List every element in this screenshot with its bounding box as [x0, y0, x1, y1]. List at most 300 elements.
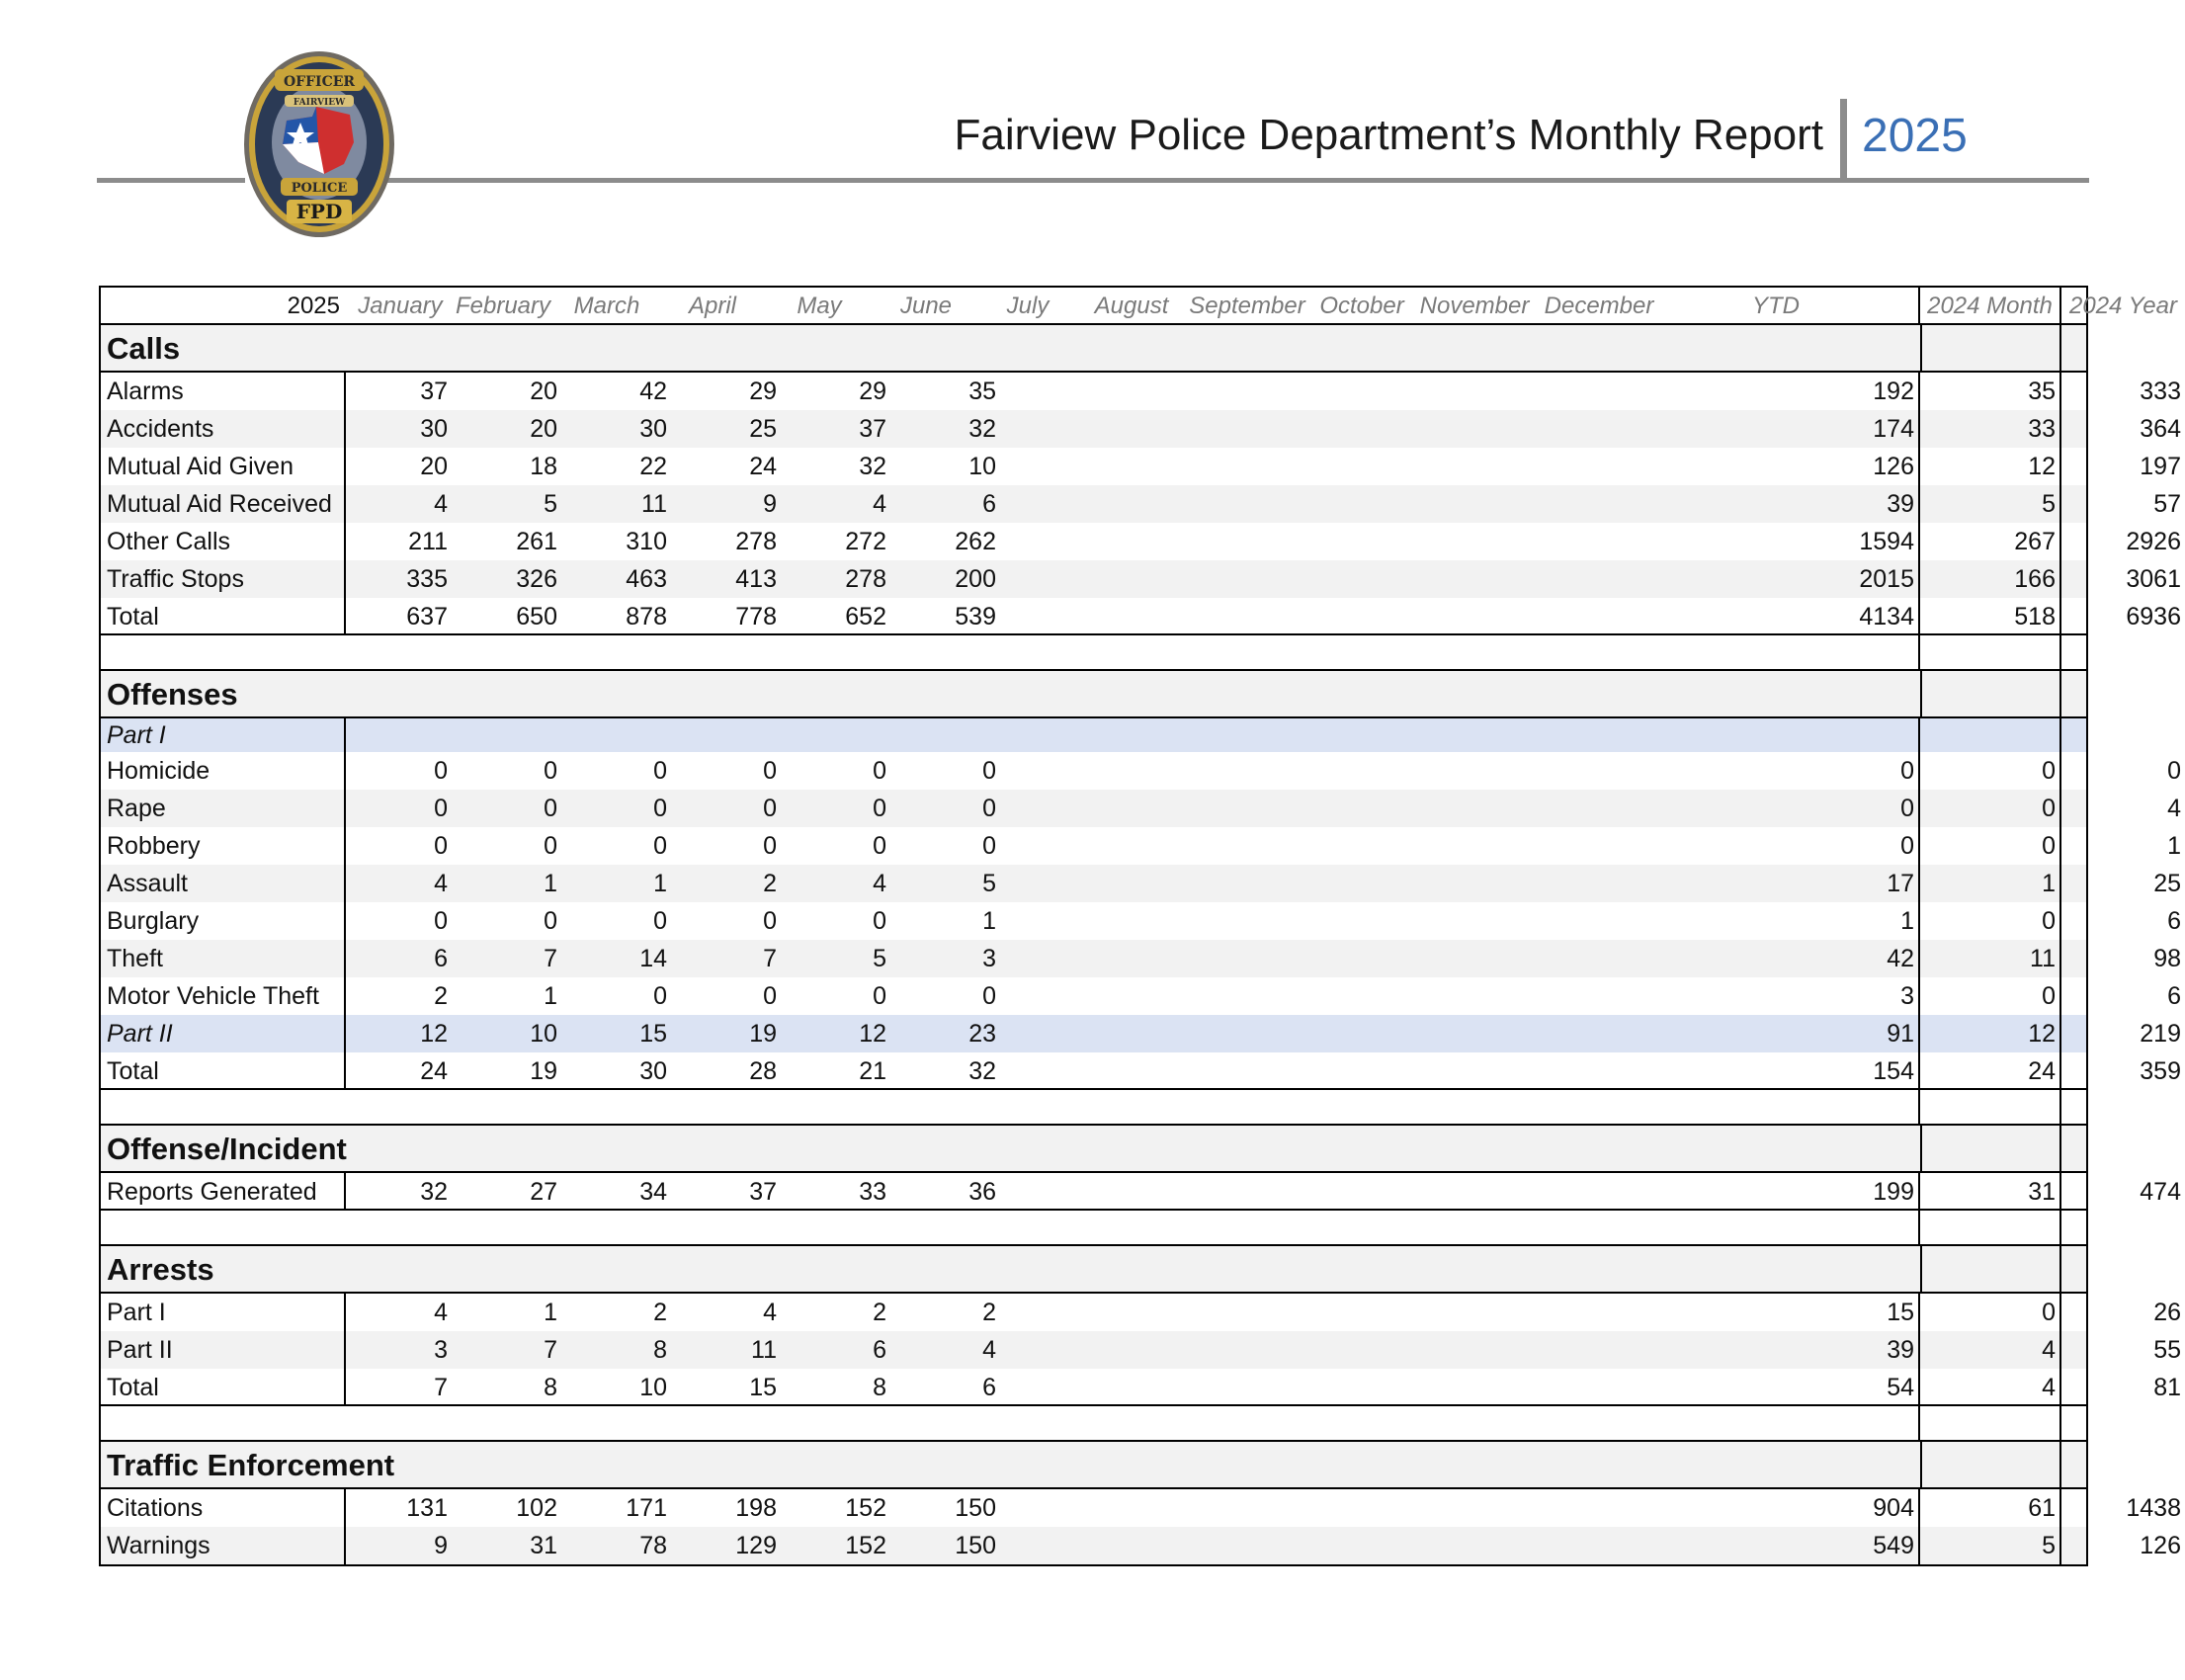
cell-month: 32	[968, 1057, 996, 1085]
cell-month: 9	[434, 1532, 448, 1559]
section-calls-heading	[101, 325, 2086, 373]
cell-month: 10	[639, 1374, 667, 1401]
cell-2024-month: 35	[1920, 373, 2061, 410]
cell-month: 1	[544, 1299, 557, 1326]
section-incident-heading	[101, 1126, 2086, 1173]
cell-month: 20	[420, 453, 448, 480]
cell-month: 463	[626, 565, 667, 593]
column-header-may: May	[797, 293, 842, 319]
cell-2024-month: 61	[1920, 1489, 2061, 1527]
cell-ytd: 0	[1662, 752, 1920, 790]
cell-month: 35	[968, 378, 996, 405]
row-label: Burglary	[101, 902, 346, 940]
cell-month: 42	[639, 378, 667, 405]
cell-month: 0	[653, 907, 667, 935]
cell-month: 7	[434, 1374, 448, 1401]
cell-month: 12	[859, 1020, 886, 1048]
cell-month: 30	[420, 415, 448, 443]
cell-month: 0	[873, 757, 886, 785]
cell-2024-month: 5	[1920, 485, 2061, 523]
cell-month: 23	[968, 1020, 996, 1048]
cell-month: 310	[626, 528, 667, 555]
cell-month: 2	[873, 1299, 886, 1326]
cell-month: 2	[653, 1299, 667, 1326]
cell-2024-month: 0	[1920, 902, 2061, 940]
cell-month: 150	[955, 1494, 996, 1522]
row-label: Part II	[101, 1015, 346, 1052]
row-label: Homicide	[101, 752, 346, 790]
cell-month: 9	[763, 490, 777, 518]
cell-ytd: 1594	[1662, 523, 1920, 560]
cell-month: 7	[544, 1336, 557, 1364]
cell-month: 0	[653, 982, 667, 1010]
row-label: Motor Vehicle Theft	[101, 977, 346, 1015]
fpd-badge-logo	[239, 47, 399, 245]
cell-month: 8	[653, 1336, 667, 1364]
cell-month: 5	[982, 870, 996, 897]
cell-ytd: 4134	[1662, 598, 1920, 633]
cell-2024-year: 1	[2167, 832, 2181, 860]
cell-month: 29	[749, 378, 777, 405]
cell-month: 0	[873, 982, 886, 1010]
cell-ytd: 0	[1662, 790, 1920, 827]
cell-month: 32	[968, 415, 996, 443]
data-row	[101, 448, 2181, 485]
cell-month: 0	[653, 757, 667, 785]
cell-2024-month: 0	[1920, 790, 2061, 827]
cell-month: 5	[873, 945, 886, 972]
cell-2024-year: 25	[2153, 870, 2181, 897]
section-ytd-cell	[1662, 1442, 1920, 1487]
data-row	[101, 790, 2181, 827]
cell-month: 0	[653, 832, 667, 860]
column-header-december: December	[1544, 293, 1654, 319]
cell-2024-year: 26	[2153, 1299, 2181, 1326]
cell-month: 33	[859, 1178, 886, 1206]
cell-month: 22	[639, 453, 667, 480]
cell-2024-year: 364	[2140, 415, 2181, 443]
cell-2024-month: 0	[1920, 1294, 2061, 1331]
cell-month: 21	[859, 1057, 886, 1085]
cell-month: 1	[544, 870, 557, 897]
spacer-divider	[1918, 635, 1920, 669]
cell-month: 11	[641, 490, 667, 518]
cell-month: 0	[544, 832, 557, 860]
cell-ytd: 39	[1662, 1331, 1920, 1369]
cell-month: 0	[982, 795, 996, 822]
section-2024-month-cell	[1920, 325, 2061, 371]
spacer-divider	[2059, 1211, 2061, 1244]
cell-month: 152	[845, 1532, 886, 1559]
row-label: Total	[101, 598, 346, 633]
data-row	[101, 1052, 2181, 1090]
cell-month: 539	[955, 603, 996, 630]
section-spacer	[101, 1090, 2086, 1126]
cell-ytd: 0	[1662, 827, 1920, 865]
cell-2024-year: 3061	[2126, 565, 2181, 593]
cell-2024-year: 57	[2153, 490, 2181, 518]
spacer-divider	[2059, 1090, 2061, 1124]
cell-2024-month: 33	[1920, 410, 2061, 448]
cell-2024-year: 2926	[2126, 528, 2181, 555]
cell-month: 36	[968, 1178, 996, 1206]
cell-month: 0	[434, 795, 448, 822]
cell-month: 878	[626, 603, 667, 630]
data-row	[101, 865, 2181, 902]
cell-month: 2	[434, 982, 448, 1010]
column-header-june: June	[899, 293, 953, 319]
section-offenses-heading	[101, 671, 2086, 718]
cell-month: 19	[749, 1020, 777, 1048]
row-label: Other Calls	[101, 523, 346, 560]
cell-month: 152	[845, 1494, 886, 1522]
cell-month: 413	[735, 565, 777, 593]
cell-month: 0	[653, 795, 667, 822]
cell-month: 8	[873, 1374, 886, 1401]
cell-month: 37	[749, 1178, 777, 1206]
header-divider	[1840, 99, 1847, 182]
section-spacer	[101, 1406, 2086, 1442]
cell-ytd: 126	[1662, 448, 1920, 485]
cell-2024-month: 267	[1920, 523, 2061, 560]
data-row	[101, 1527, 2181, 1564]
cell-month: 335	[406, 565, 448, 593]
cell-month: 261	[516, 528, 557, 555]
cell-month: 0	[982, 757, 996, 785]
data-row	[101, 523, 2181, 560]
cell-ytd: 91	[1662, 1015, 1920, 1052]
column-header-october: October	[1319, 293, 1404, 319]
cell-month: 0	[763, 982, 777, 1010]
cell-2024-month: 0	[1920, 752, 2061, 790]
data-row	[101, 1294, 2181, 1331]
row-label: Traffic Stops	[101, 560, 346, 598]
cell-month: 7	[763, 945, 777, 972]
cell-2024-year: 197	[2140, 453, 2181, 480]
cell-month: 0	[982, 982, 996, 1010]
section-title: Calls	[107, 331, 181, 366]
cell-month: 211	[408, 528, 448, 555]
column-header-february: February	[455, 293, 551, 319]
column-header-january: January	[358, 293, 443, 319]
cell-2024-month: 5	[1920, 1527, 2061, 1564]
cell-month: 7	[544, 945, 557, 972]
monthly-report-table	[99, 286, 2181, 1566]
cell-month: 8	[544, 1374, 557, 1401]
cell-month: 1	[982, 907, 996, 935]
cell-month: 2	[982, 1299, 996, 1326]
cell-month: 1	[544, 982, 557, 1010]
section-traffic-heading	[101, 1442, 2086, 1489]
subhead-divider	[1918, 718, 1920, 752]
row-label: Total	[101, 1369, 346, 1404]
row-label: Total	[101, 1052, 346, 1088]
spacer-divider	[2059, 1406, 2061, 1440]
section-ytd-cell	[1662, 325, 1920, 371]
cell-month: 15	[639, 1020, 667, 1048]
cell-2024-year: 6936	[2126, 603, 2181, 630]
cell-month: 28	[749, 1057, 777, 1085]
cell-2024-year: 359	[2140, 1057, 2181, 1085]
data-row	[101, 1173, 2181, 1211]
cell-ytd: 1	[1662, 902, 1920, 940]
cell-2024-year: 1438	[2126, 1494, 2181, 1522]
cell-2024-year: 126	[2140, 1532, 2181, 1559]
section-ytd-cell	[1662, 1126, 1920, 1171]
data-row	[101, 752, 2181, 790]
cell-month: 37	[420, 378, 448, 405]
row-label: Alarms	[101, 373, 346, 410]
cell-month: 10	[968, 453, 996, 480]
data-row	[101, 373, 2181, 410]
cell-month: 18	[530, 453, 557, 480]
spacer-divider	[2059, 635, 2061, 669]
cell-ytd: 154	[1662, 1052, 1920, 1088]
cell-month: 4	[434, 490, 448, 518]
cell-month: 278	[735, 528, 777, 555]
cell-month: 32	[859, 453, 886, 480]
cell-2024-month: 24	[1920, 1052, 2061, 1088]
badge-text-officer: OFFICER	[283, 74, 356, 90]
cell-ytd: 192	[1662, 373, 1920, 410]
data-row	[101, 1369, 2181, 1406]
cell-month: 6	[982, 490, 996, 518]
cell-month: 6	[873, 1336, 886, 1364]
data-row	[101, 827, 2181, 865]
cell-month: 650	[516, 603, 557, 630]
cell-month: 24	[749, 453, 777, 480]
row-label: Citations	[101, 1489, 346, 1527]
row-label: Warnings	[101, 1527, 346, 1564]
cell-month: 0	[434, 907, 448, 935]
cell-month: 102	[516, 1494, 557, 1522]
header-rule-left	[97, 178, 245, 183]
cell-ytd: 42	[1662, 940, 1920, 977]
row-label: Assault	[101, 865, 346, 902]
cell-2024-month: 1	[1920, 865, 2061, 902]
cell-month: 19	[530, 1057, 557, 1085]
section-ytd-cell	[1662, 671, 1920, 716]
cell-month: 131	[406, 1494, 448, 1522]
cell-month: 37	[859, 415, 886, 443]
cell-month: 6	[434, 945, 448, 972]
cell-month: 31	[530, 1532, 557, 1559]
cell-month: 4	[434, 1299, 448, 1326]
cell-2024-month: 31	[1920, 1173, 2061, 1209]
cell-month: 0	[434, 757, 448, 785]
cell-month: 24	[420, 1057, 448, 1085]
cell-2024-year: 4	[2167, 795, 2181, 822]
cell-2024-year: 0	[2167, 757, 2181, 785]
cell-2024-year: 219	[2140, 1020, 2181, 1048]
cell-ytd: 174	[1662, 410, 1920, 448]
cell-month: 6	[982, 1374, 996, 1401]
data-row	[101, 977, 2181, 1015]
column-header-year: 2025	[287, 293, 340, 319]
cell-month: 4	[434, 870, 448, 897]
spacer-divider	[1918, 1090, 1920, 1124]
cell-month: 0	[544, 795, 557, 822]
cell-2024-month: 4	[1920, 1331, 2061, 1369]
cell-2024-month: 0	[1920, 977, 2061, 1015]
cell-month: 30	[639, 415, 667, 443]
column-header-ytd: YTD	[1662, 288, 1920, 323]
cell-month: 14	[639, 945, 667, 972]
cell-month: 637	[406, 603, 448, 630]
column-header-row	[101, 288, 2177, 325]
section-arrests-heading	[101, 1246, 2086, 1294]
cell-month: 20	[530, 378, 557, 405]
cell-month: 4	[873, 870, 886, 897]
cell-2024-year: 6	[2167, 907, 2181, 935]
cell-month: 30	[639, 1057, 667, 1085]
column-header-april: April	[688, 293, 736, 319]
cell-month: 198	[735, 1494, 777, 1522]
section-title: Offenses	[107, 677, 238, 712]
cell-month: 150	[955, 1532, 996, 1559]
section-title: Offense/Incident	[107, 1132, 347, 1166]
data-row	[101, 598, 2181, 635]
spacer-divider	[1918, 1211, 1920, 1244]
offenses-part1-subheading	[101, 718, 2086, 752]
row-label: Robbery	[101, 827, 346, 865]
section-title: Arrests	[107, 1252, 214, 1287]
row-label: Accidents	[101, 410, 346, 448]
cell-ytd: 54	[1662, 1369, 1920, 1404]
cell-month: 10	[530, 1020, 557, 1048]
cell-2024-year: 55	[2153, 1336, 2181, 1364]
cell-2024-month: 0	[1920, 827, 2061, 865]
cell-month: 0	[763, 907, 777, 935]
cell-month: 0	[763, 757, 777, 785]
cell-month: 171	[626, 1494, 667, 1522]
column-header-march: March	[573, 293, 640, 319]
cell-2024-month: 12	[1920, 448, 2061, 485]
column-header-2024-month: 2024 Month	[1920, 288, 2061, 323]
data-row	[101, 940, 2181, 977]
cell-month: 20	[530, 415, 557, 443]
cell-month: 27	[530, 1178, 557, 1206]
spacer-divider	[1918, 1406, 1920, 1440]
column-header-november: November	[1419, 293, 1530, 319]
cell-month: 652	[845, 603, 886, 630]
column-header-september: September	[1189, 293, 1305, 319]
cell-month: 25	[749, 415, 777, 443]
cell-month: 0	[873, 907, 886, 935]
cell-month: 0	[434, 832, 448, 860]
section-title: Traffic Enforcement	[107, 1448, 395, 1482]
row-label: Reports Generated	[101, 1173, 346, 1209]
badge-text-fpd: FPD	[295, 200, 343, 223]
cell-2024-year: 98	[2153, 945, 2181, 972]
cell-month: 5	[544, 490, 557, 518]
cell-2024-year: 333	[2140, 378, 2181, 405]
badge-text-fairview: FAIRVIEW	[293, 98, 346, 108]
cell-month: 15	[749, 1374, 777, 1401]
cell-ytd: 904	[1662, 1489, 1920, 1527]
cell-month: 0	[544, 907, 557, 935]
column-header-august: August	[1094, 293, 1169, 319]
cell-2024-year: 6	[2167, 982, 2181, 1010]
row-label: Part I	[101, 1294, 346, 1331]
subhead-divider	[2059, 718, 2061, 752]
cell-2024-month: 518	[1920, 598, 2061, 633]
cell-month: 2	[763, 870, 777, 897]
cell-month: 3	[434, 1336, 448, 1364]
cell-ytd: 39	[1662, 485, 1920, 523]
cell-2024-month: 11	[1920, 940, 2061, 977]
cell-month: 4	[763, 1299, 777, 1326]
cell-month: 1	[653, 870, 667, 897]
cell-ytd: 549	[1662, 1527, 1920, 1564]
section-2024-month-cell	[1920, 1126, 2061, 1171]
cell-month: 32	[420, 1178, 448, 1206]
data-row	[101, 485, 2181, 523]
cell-month: 0	[763, 832, 777, 860]
cell-ytd: 15	[1662, 1294, 1920, 1331]
row-label: Theft	[101, 940, 346, 977]
header-rule-right	[387, 178, 2089, 183]
data-row	[101, 902, 2181, 940]
row-label: Mutual Aid Received	[101, 485, 346, 523]
cell-month: 326	[516, 565, 557, 593]
cell-month: 4	[982, 1336, 996, 1364]
cell-ytd: 199	[1662, 1173, 1920, 1209]
cell-2024-month: 12	[1920, 1015, 2061, 1052]
cell-month: 778	[735, 603, 777, 630]
cell-month: 278	[845, 565, 886, 593]
data-row	[101, 1015, 2181, 1052]
section-spacer	[101, 1211, 2086, 1246]
cell-2024-month: 4	[1920, 1369, 2061, 1404]
section-2024-month-cell	[1920, 671, 2061, 716]
section-spacer	[101, 635, 2086, 671]
cell-month: 4	[873, 490, 886, 518]
report-title: Fairview Police Department’s Monthly Report	[954, 111, 1823, 159]
cell-month: 0	[873, 832, 886, 860]
cell-month: 78	[639, 1532, 667, 1559]
part1-label: Part I	[101, 718, 346, 752]
cell-month: 272	[845, 528, 886, 555]
cell-ytd: 2015	[1662, 560, 1920, 598]
column-header-2024-year: 2024 Year	[2069, 293, 2177, 319]
cell-ytd: 17	[1662, 865, 1920, 902]
cell-month: 262	[955, 528, 996, 555]
cell-month: 0	[873, 795, 886, 822]
cell-month: 34	[639, 1178, 667, 1206]
cell-2024-year: 474	[2140, 1178, 2181, 1206]
cell-2024-month: 166	[1920, 560, 2061, 598]
row-label: Rape	[101, 790, 346, 827]
cell-month: 129	[735, 1532, 777, 1559]
row-label: Part II	[101, 1331, 346, 1369]
cell-month: 29	[859, 378, 886, 405]
row-label: Mutual Aid Given	[101, 448, 346, 485]
cell-month: 0	[544, 757, 557, 785]
section-2024-month-cell	[1920, 1246, 2061, 1292]
section-2024-month-cell	[1920, 1442, 2061, 1487]
cell-month: 200	[955, 565, 996, 593]
column-header-july: July	[1006, 293, 1050, 319]
report-year: 2025	[1862, 110, 1968, 162]
cell-month: 12	[420, 1020, 448, 1048]
section-ytd-cell	[1662, 1246, 1920, 1292]
cell-month: 0	[763, 795, 777, 822]
data-row	[101, 410, 2181, 448]
cell-month: 11	[751, 1336, 777, 1364]
cell-2024-year: 81	[2153, 1374, 2181, 1401]
data-row	[101, 1331, 2181, 1369]
